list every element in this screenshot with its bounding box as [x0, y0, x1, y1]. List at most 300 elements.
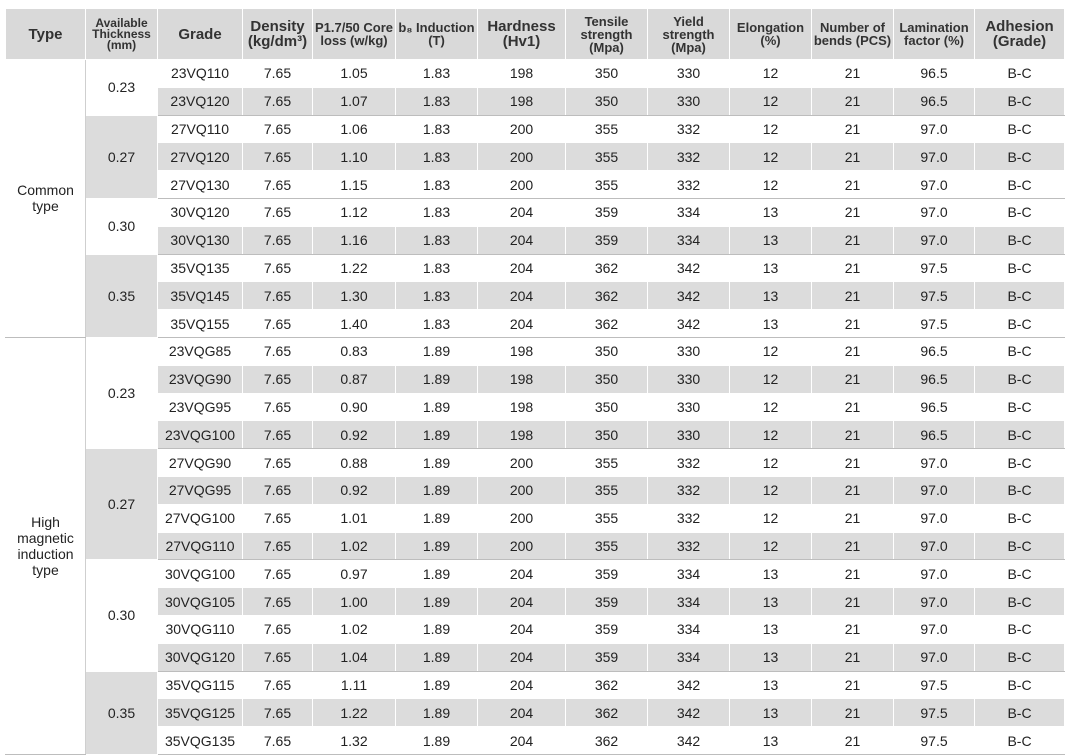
grade-cell: 35VQ155: [158, 310, 243, 338]
induction-cell: 1.89: [396, 699, 478, 727]
core-loss-cell: 1.02: [313, 615, 396, 643]
density-cell: 7.65: [243, 643, 313, 671]
grade-cell: 27VQ110: [158, 115, 243, 143]
table-row: [6, 532, 1065, 560]
core-loss-cell: 1.16: [313, 226, 396, 254]
table-row: [6, 282, 1065, 310]
elongation-cell: 13: [730, 560, 812, 588]
bends-cell: 21: [812, 337, 894, 365]
table-row: [6, 171, 1065, 199]
adhesion-cell: B-C: [975, 171, 1065, 199]
grade-cell: 30VQ120: [158, 198, 243, 226]
hardness-cell: 200: [478, 476, 566, 504]
hardness-cell: 198: [478, 87, 566, 115]
elongation-cell: 13: [730, 254, 812, 282]
bends-cell: 21: [812, 115, 894, 143]
yield-cell: 334: [648, 588, 730, 616]
adhesion-cell: B-C: [975, 337, 1065, 365]
hardness-cell: 204: [478, 588, 566, 616]
core-loss-cell: 0.90: [313, 393, 396, 421]
induction-cell: 1.83: [396, 171, 478, 199]
yield-cell: 342: [648, 310, 730, 338]
grade-cell: 27VQG100: [158, 504, 243, 532]
induction-cell: 1.83: [396, 282, 478, 310]
yield-cell: 342: [648, 254, 730, 282]
grade-cell: 35VQ135: [158, 254, 243, 282]
elongation-cell: 13: [730, 310, 812, 338]
elongation-cell: 13: [730, 588, 812, 616]
density-cell: 7.65: [243, 310, 313, 338]
elongation-cell: 13: [730, 198, 812, 226]
header-hardness: Hardness (Hv1): [478, 9, 566, 60]
bends-cell: 21: [812, 476, 894, 504]
grade-cell: 23VQ120: [158, 87, 243, 115]
hardness-cell: 204: [478, 615, 566, 643]
tensile-cell: 355: [566, 532, 648, 560]
elongation-cell: 12: [730, 87, 812, 115]
tensile-cell: 359: [566, 198, 648, 226]
core-loss-cell: 1.06: [313, 115, 396, 143]
induction-cell: 1.89: [396, 615, 478, 643]
induction-cell: 1.83: [396, 60, 478, 88]
induction-cell: 1.83: [396, 254, 478, 282]
lamination-cell: 97.0: [894, 643, 975, 671]
core-loss-cell: 0.92: [313, 421, 396, 449]
elongation-cell: 12: [730, 532, 812, 560]
adhesion-cell: B-C: [975, 226, 1065, 254]
yield-cell: 334: [648, 226, 730, 254]
yield-cell: 332: [648, 143, 730, 171]
induction-cell: 1.83: [396, 115, 478, 143]
lamination-cell: 96.5: [894, 60, 975, 88]
grade-cell: 30VQG105: [158, 588, 243, 616]
type-cell: Common type: [6, 60, 86, 338]
elongation-cell: 12: [730, 421, 812, 449]
header-row: [6, 9, 1065, 60]
grade-cell: 30VQG100: [158, 560, 243, 588]
density-cell: 7.65: [243, 449, 313, 477]
hardness-cell: 198: [478, 421, 566, 449]
induction-cell: 1.83: [396, 226, 478, 254]
lamination-cell: 97.0: [894, 115, 975, 143]
density-cell: 7.65: [243, 504, 313, 532]
core-loss-cell: 1.30: [313, 282, 396, 310]
header-lamination: Lamination factor (%): [894, 9, 975, 60]
yield-cell: 330: [648, 365, 730, 393]
hardness-cell: 204: [478, 671, 566, 699]
hardness-cell: 200: [478, 143, 566, 171]
adhesion-cell: B-C: [975, 282, 1065, 310]
yield-cell: 334: [648, 198, 730, 226]
lamination-cell: 97.0: [894, 615, 975, 643]
yield-cell: 332: [648, 115, 730, 143]
adhesion-cell: B-C: [975, 560, 1065, 588]
yield-cell: 330: [648, 60, 730, 88]
hardness-cell: 200: [478, 171, 566, 199]
induction-cell: 1.89: [396, 337, 478, 365]
table-row: [6, 115, 1065, 143]
hardness-cell: 198: [478, 337, 566, 365]
bends-cell: 21: [812, 560, 894, 588]
bends-cell: 21: [812, 393, 894, 421]
lamination-cell: 97.0: [894, 560, 975, 588]
thickness-cell: 0.30: [86, 560, 158, 671]
hardness-cell: 198: [478, 60, 566, 88]
table-row: [6, 421, 1065, 449]
lamination-cell: 97.5: [894, 282, 975, 310]
density-cell: 7.65: [243, 337, 313, 365]
hardness-cell: 198: [478, 365, 566, 393]
header-density: Density (kg/dm³): [243, 9, 313, 60]
table-row: [6, 143, 1065, 171]
adhesion-cell: B-C: [975, 588, 1065, 616]
thickness-cell: 0.35: [86, 671, 158, 754]
induction-cell: 1.89: [396, 476, 478, 504]
induction-cell: 1.89: [396, 588, 478, 616]
lamination-cell: 97.0: [894, 198, 975, 226]
header-grade: Grade: [158, 9, 243, 60]
bends-cell: 21: [812, 643, 894, 671]
elongation-cell: 12: [730, 171, 812, 199]
density-cell: 7.65: [243, 393, 313, 421]
lamination-cell: 96.5: [894, 421, 975, 449]
core-loss-cell: 1.15: [313, 171, 396, 199]
core-loss-cell: 0.83: [313, 337, 396, 365]
adhesion-cell: B-C: [975, 615, 1065, 643]
yield-cell: 332: [648, 476, 730, 504]
hardness-cell: 204: [478, 699, 566, 727]
tensile-cell: 362: [566, 282, 648, 310]
grade-cell: 35VQG115: [158, 671, 243, 699]
induction-cell: 1.83: [396, 87, 478, 115]
header-core-loss: P1.7/50 Core loss (w/kg): [313, 9, 396, 60]
yield-cell: 332: [648, 449, 730, 477]
table-row: [6, 476, 1065, 504]
bends-cell: 21: [812, 588, 894, 616]
core-loss-cell: 1.11: [313, 671, 396, 699]
yield-cell: 330: [648, 421, 730, 449]
hardness-cell: 204: [478, 560, 566, 588]
header-bends: Number of bends (PCS): [812, 9, 894, 60]
density-cell: 7.65: [243, 560, 313, 588]
bends-cell: 21: [812, 532, 894, 560]
lamination-cell: 97.5: [894, 254, 975, 282]
lamination-cell: 96.5: [894, 365, 975, 393]
yield-cell: 342: [648, 282, 730, 310]
elongation-cell: 13: [730, 226, 812, 254]
thickness-cell: 0.23: [86, 337, 158, 448]
tensile-cell: 362: [566, 254, 648, 282]
density-cell: 7.65: [243, 87, 313, 115]
table-row: [6, 671, 1065, 699]
core-loss-cell: 0.92: [313, 476, 396, 504]
tensile-cell: 362: [566, 727, 648, 755]
thickness-cell: 0.27: [86, 115, 158, 198]
lamination-cell: 96.5: [894, 87, 975, 115]
thickness-cell: 0.23: [86, 60, 158, 116]
bends-cell: 21: [812, 226, 894, 254]
induction-cell: 1.89: [396, 449, 478, 477]
density-cell: 7.65: [243, 727, 313, 755]
core-loss-cell: 0.87: [313, 365, 396, 393]
elongation-cell: 12: [730, 60, 812, 88]
lamination-cell: 97.0: [894, 171, 975, 199]
tensile-cell: 350: [566, 421, 648, 449]
adhesion-cell: B-C: [975, 476, 1065, 504]
lamination-cell: 97.0: [894, 588, 975, 616]
table-row: [6, 337, 1065, 365]
grade-cell: 30VQG120: [158, 643, 243, 671]
table-row: [6, 254, 1065, 282]
hardness-cell: 200: [478, 504, 566, 532]
induction-cell: 1.89: [396, 671, 478, 699]
density-cell: 7.65: [243, 588, 313, 616]
grade-cell: 27VQG95: [158, 476, 243, 504]
core-loss-cell: 1.10: [313, 143, 396, 171]
induction-cell: 1.89: [396, 560, 478, 588]
elongation-cell: 13: [730, 282, 812, 310]
tensile-cell: 362: [566, 310, 648, 338]
yield-cell: 342: [648, 671, 730, 699]
header-adhesion: Adhesion (Grade): [975, 9, 1065, 60]
elongation-cell: 13: [730, 671, 812, 699]
density-cell: 7.65: [243, 254, 313, 282]
tensile-cell: 359: [566, 643, 648, 671]
lamination-cell: 97.5: [894, 727, 975, 755]
tensile-cell: 355: [566, 171, 648, 199]
induction-cell: 1.89: [396, 421, 478, 449]
lamination-cell: 97.0: [894, 504, 975, 532]
core-loss-cell: 0.97: [313, 560, 396, 588]
tensile-cell: 359: [566, 588, 648, 616]
adhesion-cell: B-C: [975, 87, 1065, 115]
density-cell: 7.65: [243, 421, 313, 449]
grade-cell: 35VQG125: [158, 699, 243, 727]
bends-cell: 21: [812, 143, 894, 171]
core-loss-cell: 1.07: [313, 87, 396, 115]
tensile-cell: 359: [566, 615, 648, 643]
lamination-cell: 97.0: [894, 532, 975, 560]
density-cell: 7.65: [243, 476, 313, 504]
table-row: [6, 560, 1065, 588]
adhesion-cell: B-C: [975, 671, 1065, 699]
yield-cell: 330: [648, 337, 730, 365]
elongation-cell: 12: [730, 337, 812, 365]
elongation-cell: 13: [730, 727, 812, 755]
density-cell: 7.65: [243, 365, 313, 393]
induction-cell: 1.83: [396, 198, 478, 226]
adhesion-cell: B-C: [975, 727, 1065, 755]
core-loss-cell: 1.22: [313, 254, 396, 282]
adhesion-cell: B-C: [975, 532, 1065, 560]
core-loss-cell: 1.00: [313, 588, 396, 616]
density-cell: 7.65: [243, 615, 313, 643]
hardness-cell: 200: [478, 115, 566, 143]
tensile-cell: 355: [566, 476, 648, 504]
density-cell: 7.65: [243, 671, 313, 699]
density-cell: 7.65: [243, 115, 313, 143]
elongation-cell: 12: [730, 393, 812, 421]
table-row: [6, 198, 1065, 226]
induction-cell: 1.89: [396, 727, 478, 755]
tensile-cell: 350: [566, 393, 648, 421]
bends-cell: 21: [812, 449, 894, 477]
bends-cell: 21: [812, 504, 894, 532]
tensile-cell: 355: [566, 504, 648, 532]
lamination-cell: 97.5: [894, 671, 975, 699]
lamination-cell: 97.0: [894, 143, 975, 171]
header-yield: Yield strength (Mpa): [648, 9, 730, 60]
core-loss-cell: 1.22: [313, 699, 396, 727]
induction-cell: 1.89: [396, 532, 478, 560]
adhesion-cell: B-C: [975, 699, 1065, 727]
bends-cell: 21: [812, 365, 894, 393]
grade-cell: 23VQG90: [158, 365, 243, 393]
yield-cell: 332: [648, 532, 730, 560]
elongation-cell: 13: [730, 615, 812, 643]
grade-cell: 35VQ145: [158, 282, 243, 310]
table-row: [6, 727, 1065, 755]
density-cell: 7.65: [243, 282, 313, 310]
tensile-cell: 350: [566, 337, 648, 365]
core-loss-cell: 1.01: [313, 504, 396, 532]
adhesion-cell: B-C: [975, 198, 1065, 226]
lamination-cell: 97.5: [894, 310, 975, 338]
yield-cell: 334: [648, 615, 730, 643]
table-row: [6, 449, 1065, 477]
density-cell: 7.65: [243, 171, 313, 199]
induction-cell: 1.83: [396, 310, 478, 338]
induction-cell: 1.89: [396, 393, 478, 421]
adhesion-cell: B-C: [975, 365, 1065, 393]
yield-cell: 332: [648, 171, 730, 199]
adhesion-cell: B-C: [975, 643, 1065, 671]
thickness-cell: 0.30: [86, 198, 158, 254]
table-row: [6, 615, 1065, 643]
core-loss-cell: 1.40: [313, 310, 396, 338]
adhesion-cell: B-C: [975, 393, 1065, 421]
grade-cell: 27VQ130: [158, 171, 243, 199]
core-loss-cell: 0.88: [313, 449, 396, 477]
table-row: [6, 393, 1065, 421]
lamination-cell: 96.5: [894, 337, 975, 365]
grade-cell: 27VQ120: [158, 143, 243, 171]
adhesion-cell: B-C: [975, 449, 1065, 477]
bends-cell: 21: [812, 254, 894, 282]
tensile-cell: 362: [566, 699, 648, 727]
density-cell: 7.65: [243, 143, 313, 171]
header-elongation: Elongation (%): [730, 9, 812, 60]
hardness-cell: 204: [478, 282, 566, 310]
adhesion-cell: B-C: [975, 60, 1065, 88]
type-cell: High magnetic induction type: [6, 337, 86, 754]
yield-cell: 342: [648, 699, 730, 727]
density-cell: 7.65: [243, 198, 313, 226]
thickness-cell: 0.35: [86, 254, 158, 337]
adhesion-cell: B-C: [975, 254, 1065, 282]
yield-cell: 334: [648, 560, 730, 588]
hardness-cell: 204: [478, 643, 566, 671]
tensile-cell: 359: [566, 226, 648, 254]
adhesion-cell: B-C: [975, 421, 1065, 449]
grade-cell: 23VQG95: [158, 393, 243, 421]
header-type: Type: [6, 9, 86, 60]
adhesion-cell: B-C: [975, 143, 1065, 171]
bends-cell: 21: [812, 282, 894, 310]
elongation-cell: 13: [730, 699, 812, 727]
lamination-cell: 97.5: [894, 699, 975, 727]
lamination-cell: 96.5: [894, 393, 975, 421]
bends-cell: 21: [812, 615, 894, 643]
bends-cell: 21: [812, 310, 894, 338]
elongation-cell: 12: [730, 365, 812, 393]
lamination-cell: 97.0: [894, 226, 975, 254]
hardness-cell: 200: [478, 532, 566, 560]
elongation-cell: 12: [730, 115, 812, 143]
bends-cell: 21: [812, 60, 894, 88]
tensile-cell: 355: [566, 449, 648, 477]
hardness-cell: 204: [478, 727, 566, 755]
elongation-cell: 13: [730, 643, 812, 671]
table-row: [6, 310, 1065, 338]
thickness-cell: 0.27: [86, 449, 158, 560]
table-row: [6, 643, 1065, 671]
induction-cell: 1.89: [396, 365, 478, 393]
density-cell: 7.65: [243, 60, 313, 88]
adhesion-cell: B-C: [975, 310, 1065, 338]
bends-cell: 21: [812, 699, 894, 727]
tensile-cell: 350: [566, 87, 648, 115]
header-tensile: Tensile strength (Mpa): [566, 9, 648, 60]
lamination-cell: 97.0: [894, 449, 975, 477]
table-row: [6, 699, 1065, 727]
hardness-cell: 204: [478, 310, 566, 338]
elongation-cell: 12: [730, 143, 812, 171]
grade-cell: 30VQG110: [158, 615, 243, 643]
adhesion-cell: B-C: [975, 504, 1065, 532]
bends-cell: 21: [812, 87, 894, 115]
induction-cell: 1.83: [396, 143, 478, 171]
bends-cell: 21: [812, 727, 894, 755]
tensile-cell: 362: [566, 671, 648, 699]
hardness-cell: 200: [478, 449, 566, 477]
table-row: [6, 60, 1065, 88]
grade-cell: 35VQG135: [158, 727, 243, 755]
elongation-cell: 12: [730, 504, 812, 532]
yield-cell: 334: [648, 643, 730, 671]
table-row: [6, 365, 1065, 393]
tensile-cell: 355: [566, 115, 648, 143]
hardness-cell: 198: [478, 393, 566, 421]
bends-cell: 21: [812, 671, 894, 699]
grade-cell: 23VQ110: [158, 60, 243, 88]
yield-cell: 330: [648, 393, 730, 421]
table-row: [6, 588, 1065, 616]
induction-cell: 1.89: [396, 643, 478, 671]
core-loss-cell: 1.05: [313, 60, 396, 88]
bends-cell: 21: [812, 171, 894, 199]
hardness-cell: 204: [478, 198, 566, 226]
grade-cell: 27VQG110: [158, 532, 243, 560]
density-cell: 7.65: [243, 226, 313, 254]
header-induction: b₈ Induction (T): [396, 9, 478, 60]
density-cell: 7.65: [243, 532, 313, 560]
material-spec-table: [5, 8, 1065, 755]
grade-cell: 30VQ130: [158, 226, 243, 254]
tensile-cell: 355: [566, 143, 648, 171]
yield-cell: 342: [648, 727, 730, 755]
induction-cell: 1.89: [396, 504, 478, 532]
